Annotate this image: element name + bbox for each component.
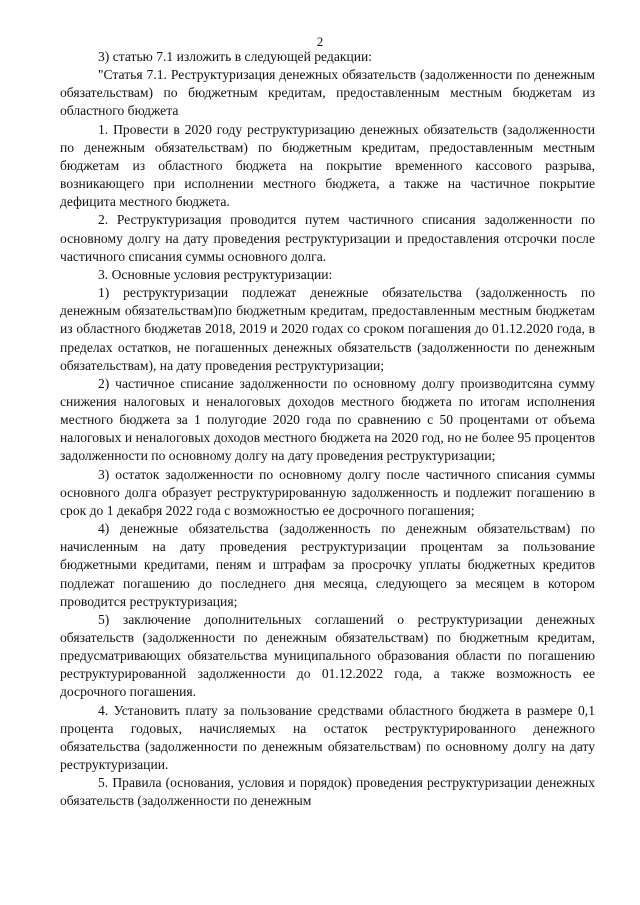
paragraph-item-2: 2. Реструктуризация проводится путем частичного списания задолженности по основному долгу на дату проведения реструктуризации и предоставления отсрочки после частичного списания суммы основного долга. bbox=[60, 212, 595, 264]
document-body bbox=[60, 48, 595, 811]
paragraph-article-3-intro: 3) статью 7.1 изложить в следующей редакции: bbox=[98, 49, 373, 64]
paragraph-subitem-4: 4) денежные обязательства (задолженность по денежным обязательствам) по начисленным на дату проведения реструктуризации процентам за пользование бюджетными кредитами, пеням и штрафам за просрочку уплаты бюджетных кредитов подлежат погашению до последнего дня месяца, следующего за месяцем в котором проводится реструктуризация; bbox=[60, 521, 595, 609]
paragraph-item-4: 4. Установить плату за пользование средствами областного бюджета в размере 0,1 процента годовых, начисляемых на остаток реструктурированного денежного обязательства (задолженности по денежным обязательствам) по основному долгу на дату реструктуризации. bbox=[60, 702, 595, 773]
paragraph-subitem-5: 5) заключение дополнительных соглашений о реструктуризации денежных обязательств (задолженности по денежным обязательствам) по бюджетным кредитам, предусматривающих обязательства муниципального образования области по погашению реструктурированной задолженности до 01.12.2022 года, а также возможность ее досрочного погашения. bbox=[60, 611, 595, 700]
page-number: 2 bbox=[316, 34, 324, 49]
paragraph-item-1: 1. Провести в 2020 году реструктуризацию денежных обязательств (задолженности по денежным обязательствам) по бюджетным кредитам, предоставленным местным бюджетам из областного бюджета на покрытие временного кассового разрыва, возникающего при исполнении местного бюджета, а также на частичное покрытие дефицита местного бюджета. bbox=[60, 121, 595, 210]
paragraph-subitem-1: 1) реструктуризации подлежат денежные обязательства (задолженность по денежным обязательствам)по бюджетным кредитам, предоставленным местным бюджетам из областного бюджетав 2018, 2019 и 2020 годах со сроком погашения до 01.12.2020 года, в пределах остатков, не погашенных денежных обязательств (задолженности по денежным обязательствам), на дату проведения реструктуризации; bbox=[60, 285, 595, 373]
paragraph-subitem-2: 2) частичное списание задолженности по основному долгу производитсяна сумму снижения налоговых и неналоговых доходов местного бюджета по итогам исполнения местного бюджета за 1 полугодие 2020 года по сравнению с 50 процентами от объема налоговых и неналоговых доходов местного бюджета на 2020 год, но не более 95 процентов задолженности по основному долгу на дату проведения реструктуризации; bbox=[60, 375, 595, 464]
paragraph-item-5: 5. Правила (основания, условия и порядок) проведения реструктуризации денежных обязательств (задолженности по денежным bbox=[60, 775, 595, 809]
paragraph-item-3: 3. Основные условия реструктуризации: bbox=[98, 266, 333, 282]
paragraph-article-title: "Статья 7.1. Реструктуризация денежных обязательств (задолженности по денежным обязательствам) по бюджетным кредитам, предоставленным местным бюджетам из областного бюджета bbox=[60, 67, 595, 119]
paragraph-subitem-3: 3) остаток задолженности по основному долгу после частичного списания суммы основного долга образует реструктурированную задолженность и подлежит погашению в срок до 1 декабря 2022 года с возможностью ее досрочного погашения; bbox=[60, 466, 595, 518]
